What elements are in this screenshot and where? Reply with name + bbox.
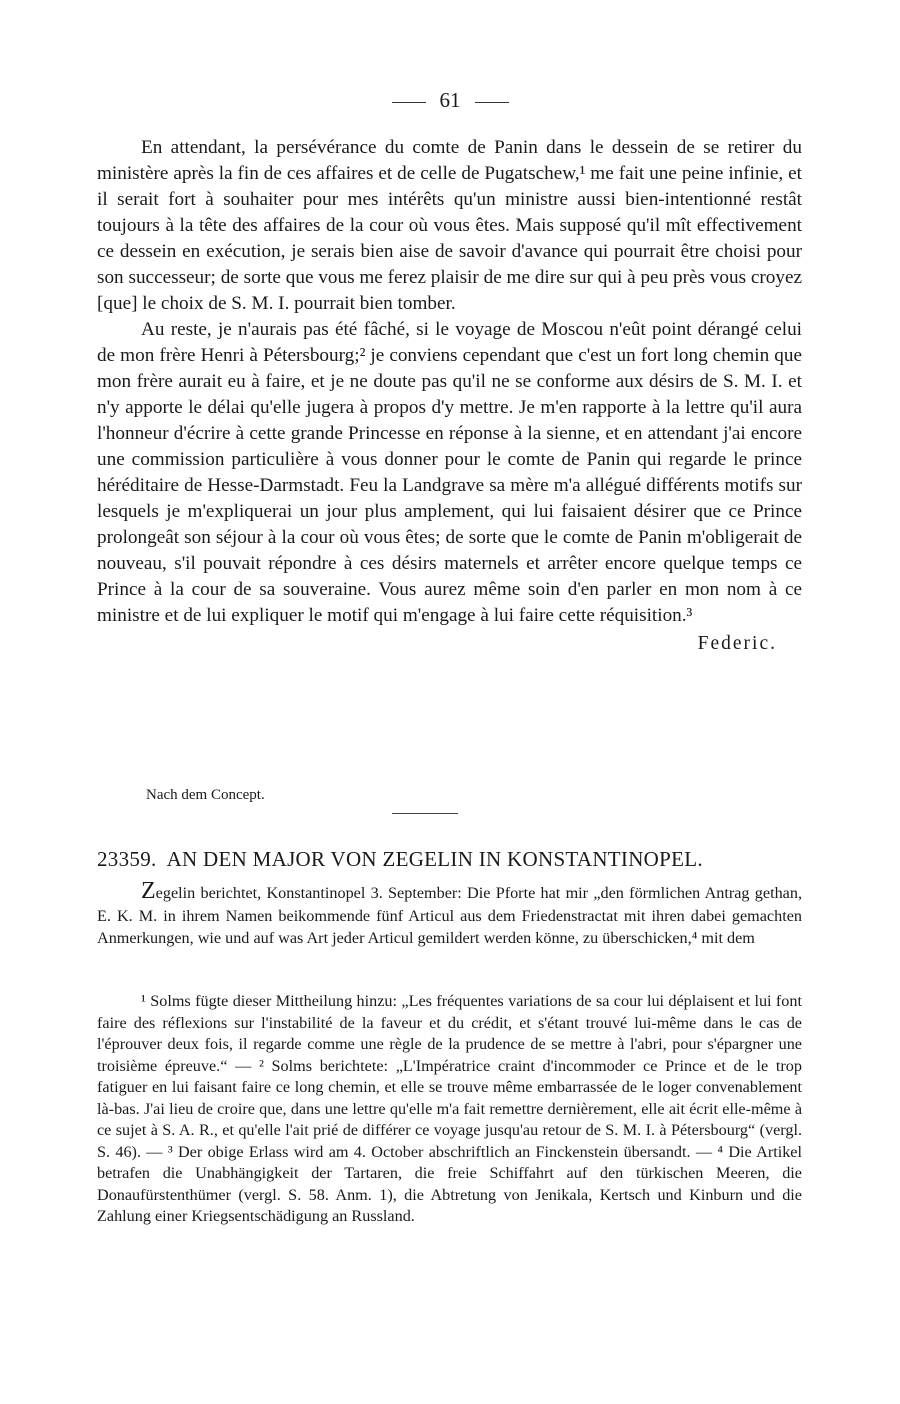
document-heading xyxy=(97,847,802,872)
footnote-text: ¹ Solms fügte dieser Mittheilung hinzu: „Les fréquentes variations de sa cour lui déplaisent et lui font faire des réflexions sur l'instabilité de la faveur et du crédit, et s'étant trouvé lui-même dans le cas de l'éprouver deux fois, il regarde comme une règle de la prudence de se mettre à l'abri, pour s'épargner une troisième épreuve.“ — ² Solms berichtete: „L'Impératrice craint d'incommoder ce Prince et de le trop fatiguer en lui faisant faire ce long chemin, et elle se trouve même embarrassée de le loger convenablement là-bas. J'ai lieu de croire que, dans une lettre qu'elle m'a fait remettre dernièrement, elle ait écrit elle-même à ce sujet à S. A. R., et qu'elle l'ait prié de différer ce voyage jusqu'au retour de S. M. I. à Pétersbourg“ (vergl. S. 46). — ³ Der obige Erlass wird am 4. October abschriftlich an Finckenstein übersandt. — ⁴ Die Artikel betrafen die Unabhängigkeit der Tartaren, die freie Schiffahrt auf den türkischen Meeren, die Donaufürstenthümer (vergl. S. 58. Anm. 1), die Abtretung von Jenikala, Kertsch und Kinburn und die Zahlung einer Kriegsentschädigung an Russland. xyxy=(97,992,802,1225)
signature: Federic. xyxy=(697,633,777,654)
signature-row xyxy=(97,629,802,655)
document-title: AN DEN MAJOR VON ZEGELIN IN KONSTANTINOPEL. xyxy=(166,847,703,871)
document-text: egelin berichtet, Konstantinopel 3. September: Die Pforte hat mir „den förmlichen Antrag gethan, E. K. M. in ihrem Namen beikommende fünf Articul aus dem Friedenstractat mit ihren dabei gemachten Anmerkungen, wie und auf was Art jeder Articul gemildert werden könne, zu überschicken,⁴ mit dem xyxy=(97,884,802,947)
letter-paragraph-2: Au reste, je n'aurais pas été fâché, si le voyage de Moscou n'eût point dérangé celui de mon frère Henri à Pétersbourg;² je conviens cependant que c'est un fort long chemin que mon frère aurait eu à faire, et je ne doute pas qu'il ne se conforme aux désirs de S. M. I. et n'y apporte le délai qu'elle jugera à propos d'y mettre. Je m'en rapporte à la lettre qu'il aura l'honneur d'écrire à cette grande Princesse en réponse à la sienne, et en attendant j'ai encore une commission particulière à vous donner pour le comte de Panin qui regarde le prince héréditaire de Hesse-Darmstadt. Feu la Landgrave sa mère m'a allégué différents motifs sur lesquels je m'expliquerai un jour plus amplement, qui lui faisaient désirer que ce Prince prolongeât son séjour à la cour où vous êtes; de sorte que le comte de Panin m'obligerait de nouveau, s'il pouvait répondre à ces désirs maternels et arrêter encore quelque temps ce Prince à la cour de sa souveraine. Vous aurez même soin d'en parler en mon nom à ce ministre et de lui expliquer le motif qui m'engage à lui faire cette réquisition.³ xyxy=(97,319,802,626)
document-number: 23359. xyxy=(97,847,157,871)
document-paragraph xyxy=(97,878,802,950)
page-header xyxy=(0,88,900,113)
header-dash-left xyxy=(392,102,426,103)
header-dash-right xyxy=(475,102,509,103)
page-number: 61 xyxy=(439,88,461,112)
footnotes xyxy=(97,991,802,1228)
letter-paragraph-1: En attendant, la persévérance du comte de Panin dans le dessein de se retirer du ministère après la fin de ces affaires et de celle de Pugatschew,¹ me fait une peine infinie, et il serait fort à souhaiter pour mes intérêts qu'un ministre aussi bien-intentionné restât toujours à la tête des affaires de la cour où vous êtes. Mais supposé qu'il mît effectivement ce dessein en exécution, je serais bien aise de savoir d'avance qui pourrait être choisi pour son successeur; de sorte que vous me ferez plaisir de me dire sur qui à peu près vous croyez [que] le choix de S. M. I. pourrait bien tomber. xyxy=(97,137,802,314)
initial-letter: Z xyxy=(141,878,156,904)
letter-body xyxy=(97,135,802,655)
source-note: Nach dem Concept. xyxy=(146,787,265,803)
document-body xyxy=(97,878,802,950)
section-divider xyxy=(392,813,458,814)
